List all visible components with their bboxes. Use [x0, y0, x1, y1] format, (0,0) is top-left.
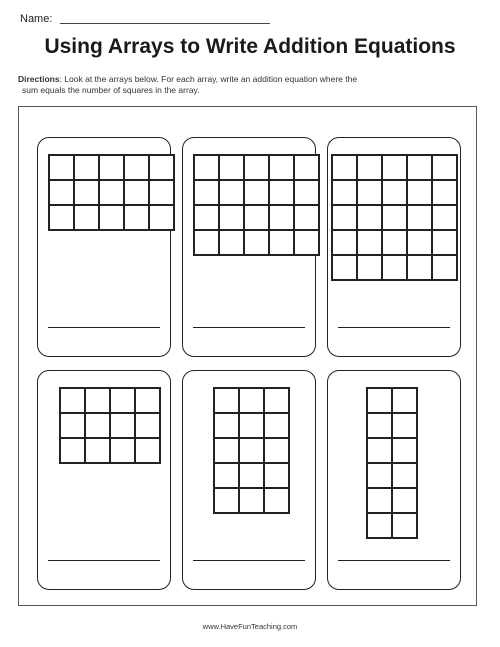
array-square	[61, 439, 86, 464]
array-square	[240, 389, 265, 414]
array-square	[393, 389, 418, 414]
name-line	[60, 23, 270, 24]
answer-line	[48, 560, 160, 561]
array-square	[150, 181, 175, 206]
array-square	[393, 514, 418, 539]
worksheet-frame	[18, 106, 477, 606]
array-square	[150, 206, 175, 231]
array-square	[195, 206, 220, 231]
array-square	[265, 489, 290, 514]
array-square	[125, 156, 150, 181]
array-square	[433, 206, 458, 231]
array-square	[86, 389, 111, 414]
array-square	[245, 156, 270, 181]
array-square	[270, 181, 295, 206]
array-square	[358, 181, 383, 206]
array-square	[265, 464, 290, 489]
array-square	[270, 206, 295, 231]
array-square	[265, 439, 290, 464]
array-square	[265, 389, 290, 414]
array-square	[358, 256, 383, 281]
array-square	[75, 156, 100, 181]
name-label: Name:	[20, 13, 53, 25]
array-square	[433, 256, 458, 281]
array-square	[358, 206, 383, 231]
array-square	[240, 489, 265, 514]
array-square	[86, 414, 111, 439]
array-square	[50, 181, 75, 206]
array-square	[220, 156, 245, 181]
answer-line	[338, 560, 450, 561]
array-card	[327, 370, 461, 590]
array-square	[75, 206, 100, 231]
array-square	[195, 231, 220, 256]
array-square	[383, 256, 408, 281]
array-square	[111, 439, 136, 464]
array-square	[136, 439, 161, 464]
array-square	[111, 389, 136, 414]
array-square	[368, 514, 393, 539]
array-square	[358, 156, 383, 181]
array-square	[100, 156, 125, 181]
array-square	[215, 489, 240, 514]
array-square	[295, 231, 320, 256]
array-square	[220, 206, 245, 231]
array-square	[295, 156, 320, 181]
array-card	[182, 370, 316, 590]
array-square	[408, 256, 433, 281]
array-square	[408, 181, 433, 206]
array-square	[433, 231, 458, 256]
array-square	[383, 206, 408, 231]
array-square	[358, 231, 383, 256]
array-card	[37, 137, 171, 357]
array-square	[333, 206, 358, 231]
array-square	[86, 439, 111, 464]
array-square	[195, 156, 220, 181]
array-square	[125, 181, 150, 206]
array-square	[136, 389, 161, 414]
name-row	[20, 12, 260, 28]
array-square	[136, 414, 161, 439]
array-square	[433, 156, 458, 181]
array-square	[50, 156, 75, 181]
array-square	[220, 181, 245, 206]
directions	[18, 74, 438, 96]
array-square	[50, 206, 75, 231]
array-square	[383, 181, 408, 206]
array-square	[245, 181, 270, 206]
array-square	[393, 464, 418, 489]
answer-line	[193, 560, 305, 561]
array-square	[125, 206, 150, 231]
square-array	[48, 154, 175, 231]
array-square	[368, 439, 393, 464]
array-square	[240, 414, 265, 439]
answer-line	[338, 327, 450, 328]
array-square	[61, 389, 86, 414]
square-array	[59, 387, 161, 464]
array-square	[333, 156, 358, 181]
directions-label: Directions	[18, 74, 60, 84]
array-square	[433, 181, 458, 206]
array-square	[393, 439, 418, 464]
array-square	[368, 414, 393, 439]
array-square	[408, 156, 433, 181]
square-array	[213, 387, 290, 514]
array-square	[240, 464, 265, 489]
square-array	[331, 154, 458, 281]
array-square	[215, 389, 240, 414]
array-square	[333, 256, 358, 281]
array-square	[245, 231, 270, 256]
array-square	[245, 206, 270, 231]
directions-line-1: : Look at the arrays below. For each array, write an addition equation where the	[59, 74, 358, 84]
array-square	[368, 489, 393, 514]
array-square	[333, 231, 358, 256]
array-card	[182, 137, 316, 357]
answer-line	[193, 327, 305, 328]
array-square	[383, 156, 408, 181]
array-square	[393, 414, 418, 439]
answer-line	[48, 327, 160, 328]
array-square	[368, 464, 393, 489]
array-square	[270, 231, 295, 256]
array-square	[408, 206, 433, 231]
array-square	[215, 414, 240, 439]
array-square	[75, 181, 100, 206]
array-square	[295, 206, 320, 231]
array-square	[295, 181, 320, 206]
array-square	[215, 439, 240, 464]
array-square	[220, 231, 245, 256]
array-square	[240, 439, 265, 464]
array-square	[61, 414, 86, 439]
array-square	[270, 156, 295, 181]
array-square	[100, 206, 125, 231]
array-square	[150, 156, 175, 181]
array-square	[333, 181, 358, 206]
array-square	[393, 489, 418, 514]
array-square	[265, 414, 290, 439]
array-square	[100, 181, 125, 206]
square-array	[366, 387, 418, 539]
square-array	[193, 154, 320, 256]
array-square	[111, 414, 136, 439]
array-square	[215, 464, 240, 489]
array-square	[368, 389, 393, 414]
array-card	[327, 137, 461, 357]
array-square	[408, 231, 433, 256]
directions-line-2: sum equals the number of squares in the array.	[22, 85, 200, 95]
worksheet-title: Using Arrays to Write Addition Equations	[44, 35, 456, 58]
array-card	[37, 370, 171, 590]
array-square	[383, 231, 408, 256]
footer-url: www.HaveFunTeaching.com	[202, 622, 298, 631]
array-square	[195, 181, 220, 206]
